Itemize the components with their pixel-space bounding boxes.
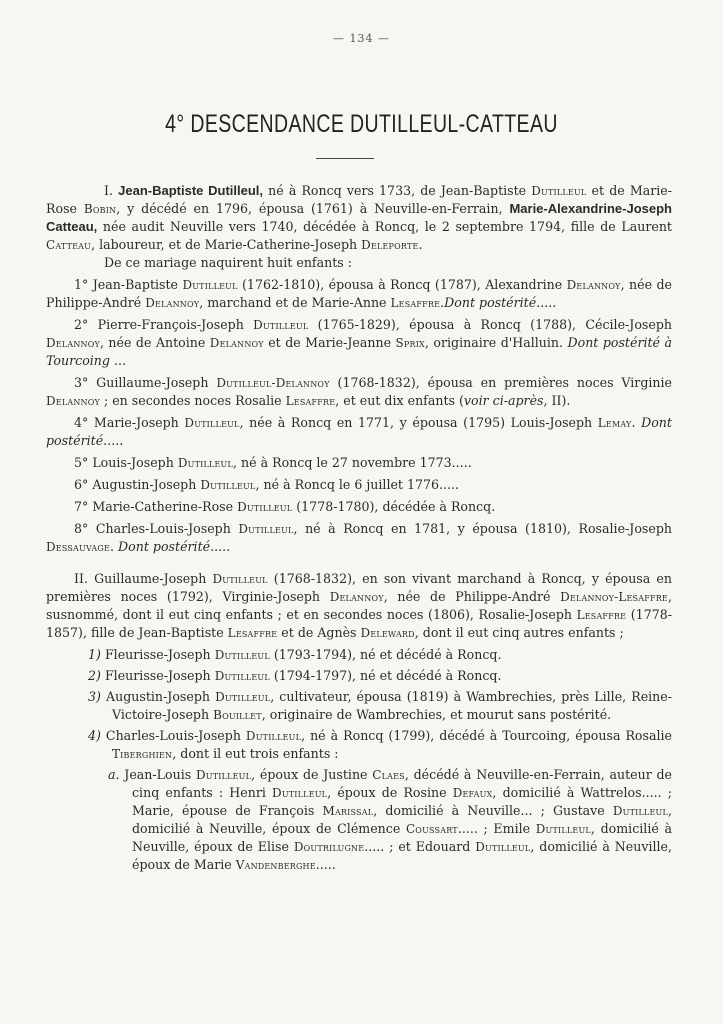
sub-sub-item: a. Jean-Louis Dutilleul, époux de Justine Claes, décédé à Neuville-en-Ferrain, auteur de cinq enfants : Henri Dutilleul, époux de Rosine Defaux, domicilié à Wattrelos..... ; Marie, épouse de François Marissal, domicilié à Neuville... ; Gustave Dutilleul, domicilié à Neuville, époux de Clémence Coussart..... ; Emile Dutilleul, domicilié à Neuville, époux de Elise Doutrilugne..... ; et Edouard Dutilleul, domicilié à Neuville, époux de Marie Vandenberghe..... [108,767,673,872]
child-entry: 6° Augustin-Joseph Dutilleul, né à Roncq le 6 juillet 1776..... [74,477,460,492]
child-entry: 4° Marie-Joseph Dutilleul, née à Roncq en 1771, y épousa (1795) Louis-Joseph Lemay. Dont postérité..... [46,415,672,448]
sub-item: 1) Fleurisse-Joseph Dutilleul (1793-1794), né et décédé à Roncq. [88,647,502,662]
sub-item: 3) Augustin-Joseph Dutilleul, cultivateur, épousa (1819) à Wambrechies, près Lille, Reine-Victoire-Joseph Bouillet, originaire de Wambrechies, et mourut sans postérité. [88,689,672,722]
child-entry: 1° Jean-Baptiste Dutilleul (1762-1810), épousa à Roncq (1787), Alexandrine Delannoy, née de Philippe-André Delannoy, marchand et de Marie-Anne Lesaffre.Dont postérité..... [46,277,672,310]
child-entry: 2° Pierre-François-Joseph Dutilleul (1765-1829), épousa à Roncq (1788), Cécile-Joseph Delannoy, née de Antoine Delannoy et de Marie-Jeanne Sprix, originaire d'Halluin. Dont postérité à Tourcoing ... [46,317,673,368]
page-number: — 134 — [333,32,390,45]
page-title: 4° DESCENDANCE DUTILLEUL-CATTEAU [165,110,558,138]
child-entry: 3° Guillaume-Joseph Dutilleul-Delannoy (1768-1832), épousa en premières noces Virginie Delannoy ; en secondes noces Rosalie Lesaffre, et eut dix enfants (voir ci-après, II). [46,375,673,408]
document-body [46,182,672,874]
title-rule [316,158,374,159]
person-name: Marie-Alexandrine-Joseph Catteau, [46,201,672,234]
sub-item: 4) Charles-Louis-Joseph Dutilleul, né à Roncq (1799), décédé à Tourcoing, épousa Rosalie Tiberghien, dont il eut trois enfants : [88,728,672,761]
children-list [46,276,672,556]
section-2-paragraph: II. Guillaume-Joseph Dutilleul (1768-1832), en son vivant marchand à Roncq, y épousa en premières noces (1792), Virginie-Joseph Delannoy, née de Philippe-André Delannoy-Lesaffre, susnommé, dont il eut cinq enfants ; et en secondes noces (1806), Rosalie-Joseph Lesaffre (1778-1857), fille de Jean-Baptiste Lesaffre et de Agnès Deleward, dont il eut cinq autres enfants ; [46,571,672,640]
sub-list [46,646,672,763]
child-entry: 5° Louis-Joseph Dutilleul, né à Roncq le 27 novembre 1773..... [74,455,472,470]
child-entry: 8° Charles-Louis-Joseph Dutilleul, né à Roncq en 1781, y épousa (1810), Rosalie-Joseph Dessauvage. Dont postérité..... [46,521,672,554]
section-1-paragraph: I. Jean-Baptiste Dutilleul, né à Roncq vers 1733, de Jean-Baptiste Dutilleul et de Marie-Rose Bobin, y décédé en 1796, épousa (1761) à Neuville-en-Ferrain, Marie-Alexandrine-Joseph Catteau, née audit Neuville vers 1740, décédée à Roncq, le 2 septembre 1794, fille de Laurent Catteau, laboureur, et de Marie-Catherine-Joseph Deleporte. [46,183,672,252]
child-entry: 7° Marie-Catherine-Rose Dutilleul (1778-1780), décédée à Roncq. [74,499,496,514]
person-name: Jean-Baptiste Dutilleul, [118,183,263,198]
children-intro: De ce mariage naquirent huit enfants : [104,255,352,270]
sub-item: 2) Fleurisse-Joseph Dutilleul (1794-1797), né et décédé à Roncq. [88,668,502,683]
